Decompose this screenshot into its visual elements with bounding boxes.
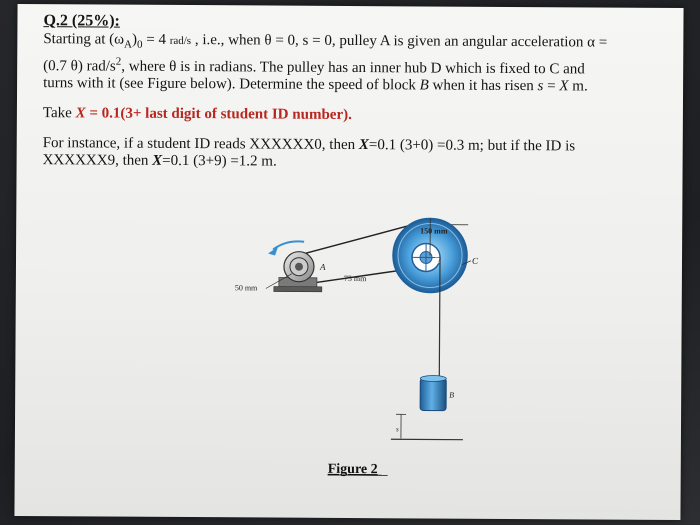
pulley-figure: [14, 4, 683, 520]
figure-caption: Figure 2: [327, 461, 378, 478]
subscript-a: A: [123, 38, 133, 51]
example-part: =0.1 (3+9) =1.2 m.: [162, 152, 277, 170]
block-b: [420, 375, 446, 410]
question-line3-part: m.: [568, 78, 588, 95]
question-line1-part: ): [131, 31, 138, 48]
question-line1-part: , i.e., when θ = 0, s = 0, pulley A is given an angular acceleration α =: [191, 32, 608, 51]
question-line2-part: (0.7 θ) rad/s: [43, 58, 116, 75]
rope: [439, 258, 440, 379]
document-page: [14, 4, 683, 520]
example-x: X: [358, 137, 369, 154]
label-b: B: [449, 390, 455, 400]
subscript-0: 0: [136, 38, 143, 51]
question-line3-part: when it has risen: [428, 77, 538, 95]
example-part: XXXXXX9, then: [42, 152, 153, 169]
example-part: For instance, if a student ID reads XXXXXX0, then: [42, 135, 359, 154]
question-line1-part: = 4: [142, 31, 170, 48]
unit-rad-per-s: rad/s: [169, 34, 192, 48]
question-line2-part: , where θ is in radians. The pulley has an inner hub D which is fixed to C and: [121, 58, 585, 78]
question-heading: Q.2 (25%):: [43, 12, 120, 30]
take-suffix: .: [348, 106, 352, 124]
pulley-a: [274, 252, 322, 292]
label-c: C: [471, 255, 479, 266]
x-variable: X: [559, 78, 569, 95]
superscript-2: 2: [115, 55, 122, 68]
s-variable: s: [537, 78, 544, 95]
take-variable: X: [75, 105, 86, 122]
label-a: A: [319, 261, 326, 272]
label-d: D: [433, 255, 441, 266]
example-x: X: [152, 152, 163, 169]
block-b-ref: B: [419, 77, 429, 94]
label-150mm: 150 mm: [420, 226, 448, 236]
take-highlight: = 0.1(3+ last digit of student ID number): [85, 105, 349, 123]
question-line3-part: turns with it (see Figure below). Determine the speed of block: [43, 75, 420, 94]
question-line1-part: Starting at (ω: [43, 31, 125, 48]
example-part: =0.1 (3+0) =0.3 m; but if the ID is: [368, 137, 576, 155]
question-line3-part: =: [543, 78, 560, 95]
label-75mm: 75 mm: [343, 273, 367, 284]
take-prefix: Take: [42, 105, 76, 122]
label-s: s: [395, 425, 399, 434]
label-50mm: 50 mm: [234, 283, 258, 293]
rotation-arrow: [273, 241, 304, 250]
